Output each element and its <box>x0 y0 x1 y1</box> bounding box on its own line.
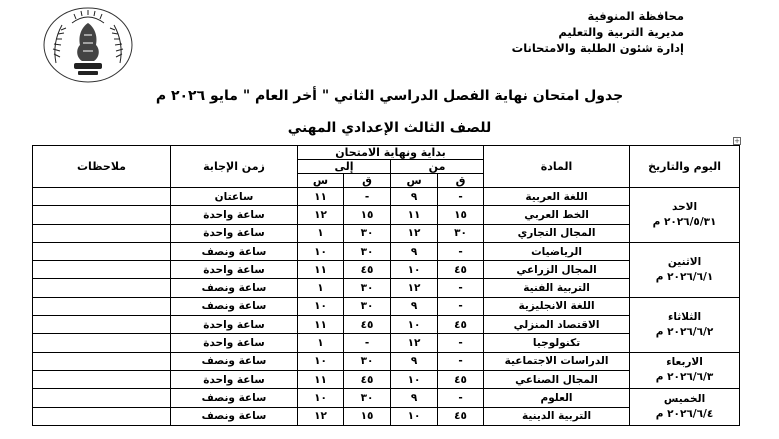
to-minute-cell: ٤٥ <box>344 316 391 334</box>
governorate-emblem-icon <box>42 5 134 85</box>
schedule-body <box>33 188 740 426</box>
to-hour-cell: ١٠ <box>298 389 344 407</box>
notes-cell <box>33 279 171 297</box>
table-row <box>33 352 740 370</box>
subject-cell: اللغة الانجليزية <box>484 297 630 315</box>
header-time-group: بداية ونهاية الامتحان <box>298 146 484 160</box>
duration-cell: ساعة واحدة <box>171 224 298 242</box>
issuer-block <box>464 8 684 56</box>
subject-cell: اللغة العربية <box>484 188 630 206</box>
department-name: إدارة شئون الطلبة والامتحانات <box>511 41 684 55</box>
subject-cell: المجال الزراعي <box>484 261 630 279</box>
from-hour-cell: ١٢ <box>391 334 438 352</box>
day-date-cell <box>630 188 740 243</box>
exam-date: ٢٠٢٦/٦/٢ م <box>655 325 714 338</box>
duration-cell: ساعة واحدة <box>171 334 298 352</box>
from-hour-cell: ١٠ <box>391 370 438 388</box>
from-minute-cell: ٤٥ <box>438 316 484 334</box>
duration-cell: ساعة واحدة <box>171 261 298 279</box>
header-day-date: اليوم والتاريخ <box>630 146 740 188</box>
duration-cell: ساعة واحدة <box>171 370 298 388</box>
to-hour-cell: ١٢ <box>298 206 344 224</box>
to-hour-cell: ١١ <box>298 188 344 206</box>
duration-cell: ساعة ونصف <box>171 389 298 407</box>
to-hour-cell: ١١ <box>298 370 344 388</box>
from-hour-cell: ١١ <box>391 206 438 224</box>
notes-cell <box>33 316 171 334</box>
notes-cell <box>33 407 171 425</box>
header-subject: المادة <box>484 146 630 188</box>
day-name: الثلاثاء <box>668 310 702 323</box>
duration-cell: ساعة واحدة <box>171 206 298 224</box>
header-notes: ملاحظات <box>33 146 171 188</box>
to-minute-cell: ٤٥ <box>344 370 391 388</box>
from-minute-cell: ٤٥ <box>438 407 484 425</box>
from-minute-cell: - <box>438 352 484 370</box>
from-hour-cell: ١٠ <box>391 407 438 425</box>
exam-date: ٢٠٢٦/٦/٤ م <box>655 408 714 421</box>
from-minute-cell: ٣٠ <box>438 224 484 242</box>
header-from-minute: ق <box>438 174 484 188</box>
duration-cell: ساعة ونصف <box>171 407 298 425</box>
to-hour-cell: ١ <box>298 279 344 297</box>
day-name: الاحد <box>672 200 698 213</box>
notes-cell <box>33 206 171 224</box>
to-minute-cell: ٤٥ <box>344 261 391 279</box>
from-hour-cell: ١٠ <box>391 316 438 334</box>
duration-cell: ساعة ونصف <box>171 352 298 370</box>
exam-schedule-table <box>32 145 740 426</box>
from-minute-cell: - <box>438 389 484 407</box>
exam-date: ٢٠٢٦/٥/٣١ م <box>652 215 717 228</box>
duration-cell: ساعة ونصف <box>171 279 298 297</box>
from-hour-cell: ٩ <box>391 242 438 260</box>
subject-cell: التربية الدينية <box>484 407 630 425</box>
subject-cell: الخط العربي <box>484 206 630 224</box>
from-minute-cell: - <box>438 242 484 260</box>
notes-cell <box>33 261 171 279</box>
notes-cell <box>33 352 171 370</box>
to-minute-cell: ١٥ <box>344 206 391 224</box>
from-minute-cell: - <box>438 188 484 206</box>
day-date-cell <box>630 242 740 297</box>
duration-cell: ساعة ونصف <box>171 242 298 260</box>
to-minute-cell: ٣٠ <box>344 279 391 297</box>
to-hour-cell: ١٠ <box>298 297 344 315</box>
to-minute-cell: - <box>344 188 391 206</box>
subject-cell: تكنولوجيا <box>484 334 630 352</box>
day-name: الاثنين <box>667 255 702 268</box>
notes-cell <box>33 224 171 242</box>
to-minute-cell: ٣٠ <box>344 224 391 242</box>
grade-subtitle: للصف الثالث الإعدادي المهني <box>287 120 492 136</box>
day-name: الاربعاء <box>666 356 703 369</box>
directorate-name: مديرية التربية والتعليم <box>558 25 684 39</box>
from-hour-cell: ١٠ <box>391 261 438 279</box>
to-minute-cell: ٣٠ <box>344 389 391 407</box>
subject-cell: الدراسات الاجتماعية <box>484 352 630 370</box>
day-date-cell <box>630 297 740 352</box>
day-date-cell <box>630 389 740 426</box>
to-hour-cell: ١٠ <box>298 242 344 260</box>
subject-cell: التربية الفنية <box>484 279 630 297</box>
to-minute-cell: ٣٠ <box>344 297 391 315</box>
subject-cell: العلوم <box>484 389 630 407</box>
notes-cell <box>33 389 171 407</box>
notes-cell <box>33 334 171 352</box>
from-hour-cell: ٩ <box>391 297 438 315</box>
from-hour-cell: ٩ <box>391 352 438 370</box>
from-minute-cell: ١٥ <box>438 206 484 224</box>
header-to-minute: ق <box>344 174 391 188</box>
subject-cell: الاقتصاد المنزلي <box>484 316 630 334</box>
from-hour-cell: ٩ <box>391 389 438 407</box>
header-from-hour: س <box>391 174 438 188</box>
to-minute-cell: ١٥ <box>344 407 391 425</box>
from-minute-cell: - <box>438 279 484 297</box>
to-hour-cell: ١١ <box>298 261 344 279</box>
header-to: إلى <box>298 160 391 174</box>
from-hour-cell: ٩ <box>391 188 438 206</box>
to-hour-cell: ١ <box>298 334 344 352</box>
subject-cell: الرياضيات <box>484 242 630 260</box>
day-name: الخميس <box>663 393 706 406</box>
to-hour-cell: ١٢ <box>298 407 344 425</box>
notes-cell <box>33 242 171 260</box>
subject-cell: المجال التجاري <box>484 224 630 242</box>
to-minute-cell: ٣٠ <box>344 242 391 260</box>
from-minute-cell: ٤٥ <box>438 261 484 279</box>
from-minute-cell: - <box>438 334 484 352</box>
header-to-hour: س <box>298 174 344 188</box>
to-hour-cell: ١٠ <box>298 352 344 370</box>
from-minute-cell: - <box>438 297 484 315</box>
table-row <box>33 242 740 260</box>
to-hour-cell: ١ <box>298 224 344 242</box>
duration-cell: ساعتان <box>171 188 298 206</box>
header-duration: زمن الإجابة <box>171 146 298 188</box>
to-minute-cell: ٣٠ <box>344 352 391 370</box>
table-row <box>33 297 740 315</box>
to-minute-cell: - <box>344 334 391 352</box>
exam-date: ٢٠٢٦/٦/٣ م <box>655 371 714 384</box>
table-row <box>33 188 740 206</box>
to-hour-cell: ١١ <box>298 316 344 334</box>
notes-cell <box>33 370 171 388</box>
from-minute-cell: ٤٥ <box>438 370 484 388</box>
duration-cell: ساعة ونصف <box>171 297 298 315</box>
from-hour-cell: ١٢ <box>391 279 438 297</box>
notes-cell <box>33 297 171 315</box>
notes-cell <box>33 188 171 206</box>
table-move-handle-icon[interactable]: + <box>734 137 740 145</box>
exam-date: ٢٠٢٦/٦/١ م <box>655 270 714 283</box>
day-date-cell <box>630 352 740 389</box>
exam-schedule-title: جدول امتحان نهاية الفصل الدراسي الثاني " أخر العام " مايو ٢٠٢٦ م <box>155 88 624 104</box>
from-hour-cell: ١٢ <box>391 224 438 242</box>
header-from: من <box>391 160 484 174</box>
duration-cell: ساعة واحدة <box>171 316 298 334</box>
subject-cell: المجال الصناعي <box>484 370 630 388</box>
table-row <box>33 389 740 407</box>
governorate-name: محافظة المنوفية <box>587 9 684 23</box>
